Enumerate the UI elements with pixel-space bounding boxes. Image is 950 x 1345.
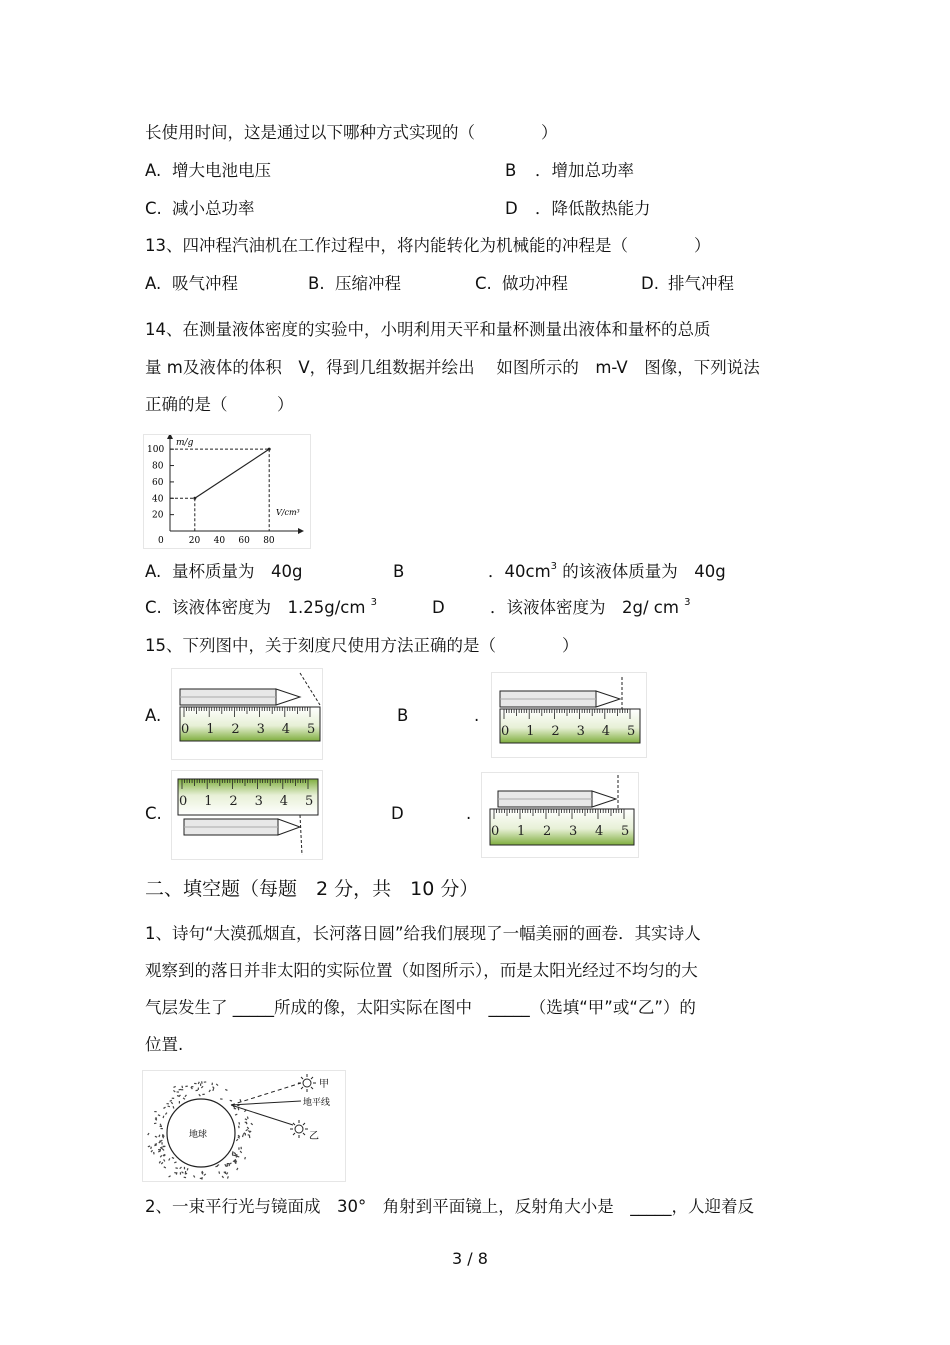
ruler-number: 3 bbox=[256, 722, 265, 737]
atmosphere-particle bbox=[166, 1103, 169, 1105]
y-axis-arrow bbox=[167, 435, 173, 439]
ruler-number: 2 bbox=[231, 722, 240, 737]
ruler-figure-b bbox=[491, 672, 647, 758]
atmosphere-particle bbox=[163, 1159, 165, 1162]
atmosphere-particle bbox=[158, 1135, 160, 1138]
q13-option-a-text: 吸气冲程 bbox=[172, 274, 238, 293]
ruler bbox=[180, 707, 320, 741]
atmosphere-particle bbox=[172, 1098, 174, 1099]
q13-option-a-letter: A. bbox=[145, 274, 162, 293]
ruler-number: 3 bbox=[569, 824, 578, 839]
atmosphere-particle bbox=[225, 1089, 228, 1091]
atmosphere-particle bbox=[245, 1129, 248, 1131]
atmosphere-particle bbox=[174, 1161, 177, 1163]
q14-option-c-text: 该液体密度为 1.25g/cm $^3$ bbox=[172, 597, 378, 617]
ruler-number: 4 bbox=[279, 794, 289, 809]
atmosphere-particle bbox=[163, 1107, 166, 1109]
y-tick-label: 40 bbox=[152, 494, 164, 505]
pencil bbox=[498, 791, 616, 807]
q14-line2: 量 m及液体的体积 V，得到几组数据并绘出 如图所示的 m-V 图像，下列说法 bbox=[145, 358, 760, 377]
atmosphere-particle bbox=[148, 1145, 151, 1147]
atmosphere-particle bbox=[160, 1155, 162, 1158]
fill1-line3: 气层发生了 _____所成的像，太阳实际在图中 _____（选填“甲”或“乙”）的 bbox=[145, 998, 696, 1017]
atmosphere-particle bbox=[240, 1151, 242, 1154]
q14-line1: 14、在测量液体密度的实验中，小明利用天平和量杯测量出液体和量杯的总质 bbox=[145, 320, 711, 339]
atmosphere-particle bbox=[185, 1086, 188, 1088]
atmosphere-particle bbox=[218, 1171, 220, 1174]
y-tick-label: 80 bbox=[152, 461, 164, 472]
q12-option-d-letter: D bbox=[505, 199, 518, 218]
atmosphere-particle bbox=[158, 1114, 161, 1116]
pencil bbox=[500, 691, 620, 707]
q13-option-c-text: 做功冲程 bbox=[502, 274, 568, 293]
ruler-number: 0 bbox=[491, 824, 500, 839]
atmosphere-particle bbox=[204, 1081, 207, 1082]
ruler-number: 2 bbox=[551, 724, 560, 739]
atmosphere-particle bbox=[187, 1168, 189, 1171]
atmosphere-particle bbox=[238, 1122, 240, 1125]
atmosphere-particle bbox=[184, 1177, 187, 1179]
ruler-number: 5 bbox=[305, 794, 314, 809]
atmosphere-particle bbox=[239, 1099, 241, 1102]
q12-option-a-text: 增大电池电压 bbox=[172, 161, 271, 180]
actual-ray bbox=[231, 1105, 293, 1125]
y-tick-label: 100 bbox=[147, 445, 165, 456]
atmosphere-particle bbox=[244, 1157, 246, 1160]
atmosphere-particle bbox=[161, 1162, 164, 1165]
ruler bbox=[500, 709, 640, 743]
atmosphere-particle bbox=[198, 1088, 199, 1090]
fill1-line2: 观察到的落日并非太阳的实际位置（如图所示），而是太阳光经过不均匀的大 bbox=[145, 961, 698, 980]
atmosphere-particle bbox=[201, 1086, 204, 1088]
atmosphere-particle bbox=[161, 1142, 162, 1144]
atmosphere-particle bbox=[150, 1146, 152, 1149]
ruler-number: 4 bbox=[595, 824, 604, 839]
atmosphere-particle bbox=[236, 1168, 238, 1171]
atmosphere-particle bbox=[184, 1167, 185, 1169]
q14-option-c-letter: C. bbox=[145, 598, 162, 617]
atmosphere-particle bbox=[211, 1083, 213, 1086]
q13-option-d-letter: D. bbox=[641, 274, 659, 293]
q15-option-d-dot: . bbox=[466, 804, 472, 823]
atmosphere-particle bbox=[151, 1150, 153, 1153]
q12-option-b-letter: B bbox=[505, 161, 517, 180]
atmosphere-particle bbox=[181, 1086, 183, 1089]
ruler-number: 1 bbox=[206, 722, 215, 737]
ruler-number: 3 bbox=[576, 724, 585, 739]
atmosphere-particle bbox=[242, 1135, 244, 1138]
q14-option-a-text: 量杯质量为 40g bbox=[172, 562, 303, 581]
q14-option-b-sup: 3 bbox=[550, 561, 558, 572]
atmosphere-particle bbox=[163, 1146, 165, 1147]
atmosphere-particle bbox=[171, 1102, 173, 1105]
yi-label: 乙 bbox=[309, 1131, 319, 1142]
atmosphere-particle bbox=[202, 1094, 205, 1095]
section-heading: 二、填空题（每题 2 分，共 10 分） bbox=[145, 878, 479, 900]
atmosphere-particle bbox=[163, 1166, 166, 1168]
q13-option-b-letter: B. bbox=[308, 274, 325, 293]
q13-option-c-letter: C. bbox=[475, 274, 492, 293]
atmosphere-particle bbox=[179, 1167, 182, 1169]
earth-label: 地球 bbox=[189, 1130, 208, 1140]
ruler-number: 1 bbox=[204, 794, 213, 809]
x-tick-label: 20 bbox=[188, 536, 201, 546]
sun-yi-icon bbox=[290, 1120, 308, 1138]
fill1-line1: 1、诗句“大漠孤烟直，长河落日圆”给我们展现了一幅美丽的画卷．其实诗人 bbox=[145, 924, 701, 943]
atmosphere-particle bbox=[160, 1128, 162, 1129]
ruler-number: 3 bbox=[254, 794, 263, 809]
q12-option-a-letter: A. bbox=[145, 161, 162, 180]
atmosphere-particle bbox=[172, 1157, 175, 1159]
atmosphere-particle bbox=[227, 1176, 229, 1179]
horizon-line bbox=[231, 1101, 301, 1105]
atmosphere-particle bbox=[220, 1098, 223, 1099]
x-tick-label: 80 bbox=[263, 536, 275, 546]
y-tick-label: 60 bbox=[152, 477, 164, 488]
atmosphere-particle bbox=[191, 1086, 194, 1087]
ruler-number: 1 bbox=[526, 724, 535, 739]
atmosphere-particle bbox=[248, 1134, 251, 1136]
x-tick-label: 0 bbox=[158, 536, 164, 546]
atmosphere-particle bbox=[158, 1149, 160, 1150]
atmosphere-particle bbox=[249, 1136, 251, 1139]
q14-option-b-text: ．$40cm^3$ 的该液体质量为 40g bbox=[488, 561, 726, 581]
atmosphere-particle bbox=[180, 1172, 181, 1174]
ruler-number: 4 bbox=[281, 722, 291, 737]
q13-option-d-text: 排气冲程 bbox=[668, 274, 734, 293]
atmosphere-particle bbox=[217, 1164, 220, 1166]
q12-option-b-text: ．增加总功率 bbox=[535, 161, 634, 180]
atmosphere-particle bbox=[165, 1112, 167, 1115]
atmosphere-particle bbox=[240, 1147, 241, 1150]
x-axis-label: V/cm³ bbox=[276, 508, 300, 517]
q12-option-c-text: 减小总功率 bbox=[172, 199, 255, 218]
ruler-number: 0 bbox=[179, 794, 188, 809]
x-tick-label: 60 bbox=[238, 536, 250, 546]
atmosphere-particle bbox=[183, 1097, 186, 1099]
data-line bbox=[195, 449, 269, 498]
atmosphere-particle bbox=[195, 1090, 198, 1092]
q13-option-b-text: 压缩冲程 bbox=[335, 274, 401, 293]
q14-line3: 正确的是（ ） bbox=[145, 395, 294, 414]
atmosphere-particle bbox=[179, 1101, 180, 1103]
q14-option-d-sup: 3 bbox=[684, 597, 691, 608]
atmosphere-particle bbox=[237, 1156, 240, 1158]
earth-sunset-figure bbox=[142, 1070, 346, 1182]
ruler-number: 5 bbox=[627, 724, 636, 739]
ruler bbox=[490, 809, 634, 845]
ruler-number: 2 bbox=[543, 824, 552, 839]
q15-option-d-label: D bbox=[391, 804, 404, 823]
ruler-figure-d bbox=[481, 772, 639, 858]
atmosphere-particle bbox=[247, 1127, 250, 1130]
mv-graph-figure bbox=[143, 434, 311, 549]
atmosphere-particle bbox=[155, 1136, 158, 1138]
x-tick-label: 40 bbox=[213, 536, 226, 546]
jia-label: 甲 bbox=[319, 1079, 329, 1090]
ruler-body bbox=[178, 779, 318, 815]
sun-jia-icon bbox=[298, 1074, 316, 1092]
pencil bbox=[184, 819, 300, 835]
q14-option-c-sup: 3 bbox=[370, 597, 378, 608]
atmosphere-particle bbox=[177, 1091, 179, 1092]
atmosphere-particle bbox=[226, 1172, 228, 1175]
q15-option-a-label: A. bbox=[145, 706, 162, 725]
ruler-number: 0 bbox=[181, 722, 190, 737]
q15-option-c-label: C. bbox=[145, 804, 162, 823]
ruler-body bbox=[490, 809, 634, 845]
q15-stem: 15、下列图中，关于刻度尺使用方法正确的是（ ） bbox=[145, 636, 579, 655]
atmosphere-particle bbox=[184, 1095, 186, 1098]
atmosphere-particle bbox=[179, 1089, 182, 1091]
atmosphere-particle bbox=[154, 1123, 157, 1125]
atmosphere-particle bbox=[204, 1173, 207, 1175]
ruler-figure-c bbox=[171, 770, 323, 860]
horizon-label: 地平线 bbox=[303, 1098, 331, 1108]
atmosphere-particle bbox=[236, 1139, 239, 1142]
atmosphere-particle bbox=[163, 1116, 165, 1119]
atmosphere-particle bbox=[193, 1175, 195, 1178]
fill2-line1: 2、一束平行光与镜面成 30° 角射到平面镜上，反射角大小是 _____，人迎着反 bbox=[145, 1197, 754, 1216]
atmosphere-particle bbox=[173, 1106, 175, 1109]
atmosphere-particle bbox=[168, 1175, 171, 1177]
atmosphere-particle bbox=[147, 1133, 149, 1136]
atmosphere-particle bbox=[232, 1151, 233, 1154]
atmosphere-particle bbox=[168, 1158, 170, 1161]
atmosphere-particle bbox=[201, 1081, 203, 1084]
atmosphere-particle bbox=[200, 1083, 201, 1085]
ruler-number: 0 bbox=[501, 724, 510, 739]
atmosphere-particle bbox=[235, 1114, 238, 1116]
atmosphere-particle bbox=[238, 1126, 240, 1129]
ruler-number: 4 bbox=[601, 724, 611, 739]
page-number: 3 / 8 bbox=[452, 1249, 488, 1268]
q12-option-c-letter: C. bbox=[145, 199, 162, 218]
q12-stem: 长使用时间，这是通过以下哪种方式实现的（ ） bbox=[145, 123, 558, 142]
ruler-number: 5 bbox=[621, 824, 630, 839]
atmosphere-particle bbox=[159, 1161, 161, 1164]
atmosphere-particle bbox=[245, 1118, 248, 1120]
q15-option-b-label: B bbox=[397, 706, 409, 725]
ruler bbox=[178, 779, 318, 815]
atmosphere-particle bbox=[153, 1152, 155, 1155]
atmosphere-particle bbox=[230, 1100, 233, 1102]
ruler-number: 2 bbox=[229, 794, 238, 809]
atmosphere-particle bbox=[154, 1111, 156, 1112]
atmosphere-particle bbox=[181, 1171, 184, 1173]
ruler-number: 5 bbox=[307, 722, 316, 737]
atmosphere-particle bbox=[169, 1100, 172, 1102]
atmosphere-particle bbox=[173, 1090, 176, 1092]
atmosphere-particle bbox=[247, 1116, 249, 1119]
q14-option-a-letter: A. bbox=[145, 562, 162, 581]
atmosphere-particle bbox=[158, 1150, 161, 1152]
atmosphere-particle bbox=[216, 1084, 219, 1086]
atmosphere-particle bbox=[232, 1153, 234, 1156]
atmosphere-particle bbox=[233, 1155, 235, 1156]
q12-option-d-text: ．降低散热能力 bbox=[535, 199, 651, 218]
atmosphere-particle bbox=[173, 1086, 176, 1088]
q15-option-b-dot: . bbox=[474, 706, 480, 725]
atmosphere-particle bbox=[198, 1082, 200, 1085]
atmosphere-particle bbox=[212, 1088, 214, 1091]
q14-option-b-letter: B bbox=[393, 562, 405, 581]
atmosphere-particle bbox=[222, 1176, 224, 1179]
atmosphere-particle bbox=[198, 1094, 200, 1097]
mv-graph bbox=[144, 435, 310, 548]
atmosphere-particle bbox=[175, 1167, 178, 1169]
pencil bbox=[180, 689, 300, 705]
atmosphere-particle bbox=[212, 1086, 214, 1089]
atmosphere-particle bbox=[167, 1105, 170, 1107]
ruler-number: 1 bbox=[517, 824, 526, 839]
q14-option-d-letter: D bbox=[432, 598, 445, 617]
atmosphere-particle bbox=[194, 1083, 196, 1084]
x-axis-arrow bbox=[298, 528, 304, 534]
ruler-figure-a bbox=[171, 668, 323, 760]
atmosphere-particle bbox=[234, 1108, 236, 1109]
y-axis-label: m/g bbox=[176, 438, 194, 448]
atmosphere-particle bbox=[229, 1164, 230, 1166]
atmosphere-particle bbox=[238, 1147, 239, 1149]
q13-stem: 13、四冲程汽油机在工作过程中，将内能转化为机械能的冲程是（ ） bbox=[145, 236, 711, 255]
q14-option-d-text: ．该液体密度为 2g/ cm $^3$ bbox=[490, 597, 691, 617]
atmosphere-particle bbox=[181, 1089, 183, 1090]
atmosphere-particle bbox=[209, 1090, 211, 1093]
ruler-body bbox=[180, 707, 320, 741]
atmosphere-particle bbox=[250, 1123, 253, 1125]
ruler-body bbox=[500, 709, 640, 743]
y-tick-label: 20 bbox=[152, 510, 164, 521]
fill1-line4: 位置. bbox=[145, 1035, 184, 1054]
